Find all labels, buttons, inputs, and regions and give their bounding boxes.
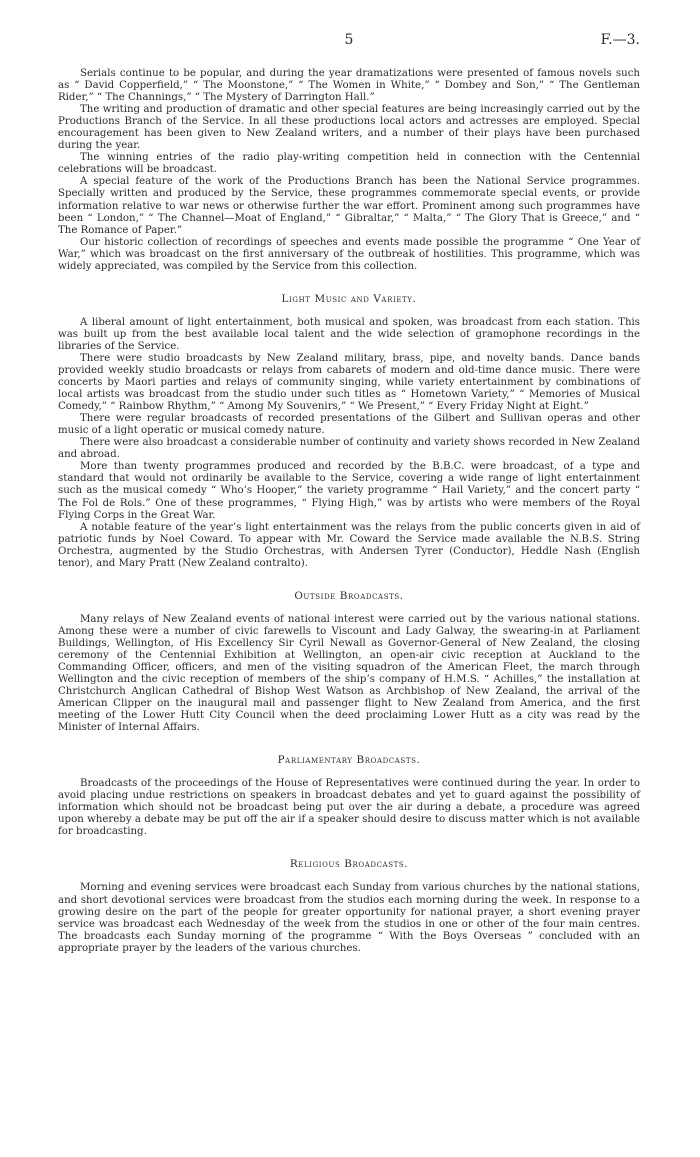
paragraph: A notable feature of the year’s light entertainment was the relays from the public concerts given in aid of patriotic funds by Noel Coward. To appear with Mr. Coward the Service made available the N.B.S. String Orchestra, augmented by the Studio Orchestras, with Andersen Tyrer (Conductor), Heddle Nash (English tenor), and Mary Pratt (New Zealand contralto).	[58, 521, 640, 569]
document-reference: F.—3.	[600, 32, 640, 48]
section-parliamentary-broadcasts	[58, 754, 640, 838]
section-religious-broadcasts	[58, 858, 640, 954]
paragraph: Morning and evening services were broadcast each Sunday from various churches by the national stations, and short devotional services were broadcast from the studios each morning during the week. In response to a growing desire on the part of the people for greater opportunity for national prayer, a short evening prayer service was broadcast each Wednesday of the week from the studios in one or other of the four main centres. The broadcasts each Sunday morning of the programme “ With the Boys Overseas ” concluded with an appropriate prayer by the leaders of the various churches.	[58, 882, 640, 954]
paragraph: The writing and production of dramatic and other special features are being increasingly carried out by the Productions Branch of the Service. In all these productions local actors and actresses are employed. Special encouragement has been given to New Zealand writers, and a number of their plays have been purchased during the year.	[58, 104, 640, 152]
section-heading: Parliamentary Broadcasts.	[277, 754, 421, 767]
paragraph: There were regular broadcasts of recorded presentations of the Gilbert and Sullivan operas and other music of a light operatic or musical comedy nature.	[58, 413, 640, 437]
section-heading: Outside Broadcasts.	[294, 589, 404, 602]
paragraph: Broadcasts of the proceedings of the House of Representatives were continued during the year. In order to avoid placing undue restrictions on speakers in broadcast debates and yet to guard against the possibility of information which should not be broadcast being put over the air during a debate, a procedure was agreed upon whereby a debate may be put off the air if a speaker should desire to discuss matter which is not available for broadcasting.	[58, 778, 640, 838]
page-number: 5	[344, 32, 354, 48]
section-heading: Light Music and Variety.	[281, 292, 417, 305]
paragraph: Many relays of New Zealand events of national interest were carried out by the various national stations. Among these were a number of civic farewells to Viscount and Lady Galway, the swearing-in at Parliament Buildings, Wellington, of His Excellency Sir Cyril Newall as Governor-General of New Zealand, the closing ceremony of the Centennial Exhibition at Wellington, an open-air civic reception at Auckland to the Commanding Officer, officers, and men of the visiting squadron of the American Fleet, the march through Wellington and the civic reception of members of the ship’s company of H.M.S. “ Achilles,” the installation at Christchurch Anglican Cathedral of Bishop West Watson as Archbishop of New Zealand, the arrival of the American Clipper on the inaugural mail and passenger flight to New Zealand from America, and the first meeting of the Lower Hutt City Council when the deed proclaiming Lower Hutt as a city was read by the Minister of Internal Affairs.	[58, 613, 640, 734]
paragraph: More than twenty programmes produced and recorded by the B.B.C. were broadcast, of a type and standard that would not ordinarily be available to the Service, covering a wide range of light entertainment such as the musical comedy “ Who’s Hooper,” the variety programme “ Hail Variety,” and the concert party “ The Fol de Rols.” One of these programmes, “ Flying High,” was by artists who were members of the Royal Flying Corps in the Great War.	[58, 461, 640, 521]
paragraph: Serials continue to be popular, and during the year dramatizations were presented of famous novels such as “ David Copperfield,” “ The Moonstone,” “ The Women in White,” “ Dombey and Son,” “ The Gentleman Rider,” “ The Channings,” “ The Mystery of Darrington Hall.”	[58, 68, 640, 104]
paragraph: A special feature of the work of the Productions Branch has been the National Service programmes. Specially written and produced by the Service, these programmes commemorate special events, or provide information relative to war news or otherwise further the war effort. Prominent among such programmes have been “ London,” “ The Channel—Moat of England,” “ Gibraltar,” “ Malta,” “ The Glory That is Greece,” and “ The Romance of Paper.”	[58, 176, 640, 236]
section-intro	[58, 68, 640, 273]
section-light-music	[58, 293, 640, 570]
section-heading: Religious Broadcasts.	[289, 858, 409, 871]
paragraph: A liberal amount of light entertainment, both musical and spoken, was broadcast from each station. This was built up from the best available local talent and the wide selection of gramophone recordings in the libraries of the Service.	[58, 316, 640, 352]
section-outside-broadcasts	[58, 590, 640, 734]
page-body	[58, 68, 640, 955]
paragraph: Our historic collection of recordings of speeches and events made possible the programme “ One Year of War,” which was broadcast on the first anniversary of the outbreak of hostilities. This programme, which was widely appreciated, was compiled by the Service from this collection.	[58, 236, 640, 272]
page-header	[58, 30, 640, 58]
paragraph: There were studio broadcasts by New Zealand military, brass, pipe, and novelty bands. Dance bands provided weekly studio broadcasts or relays from cabarets of modern and old-time dance music. There were concerts by Maori parties and relays of community singing, while variety entertainment by combinations of local artists was broadcast from the studio under such titles as “ Hometown Variety,” “ Memories of Musical Comedy,” “ Rainbow Rhythm,” “ Among My Souvenirs,” “ We Present,” “ Every Friday Night at Eight.”	[58, 352, 640, 413]
paragraph: The winning entries of the radio play-writing competition held in connection with the Centennial celebrations will be broadcast.	[58, 152, 640, 176]
paragraph: There were also broadcast a considerable number of continuity and variety shows recorded in New Zealand and abroad.	[58, 437, 640, 461]
